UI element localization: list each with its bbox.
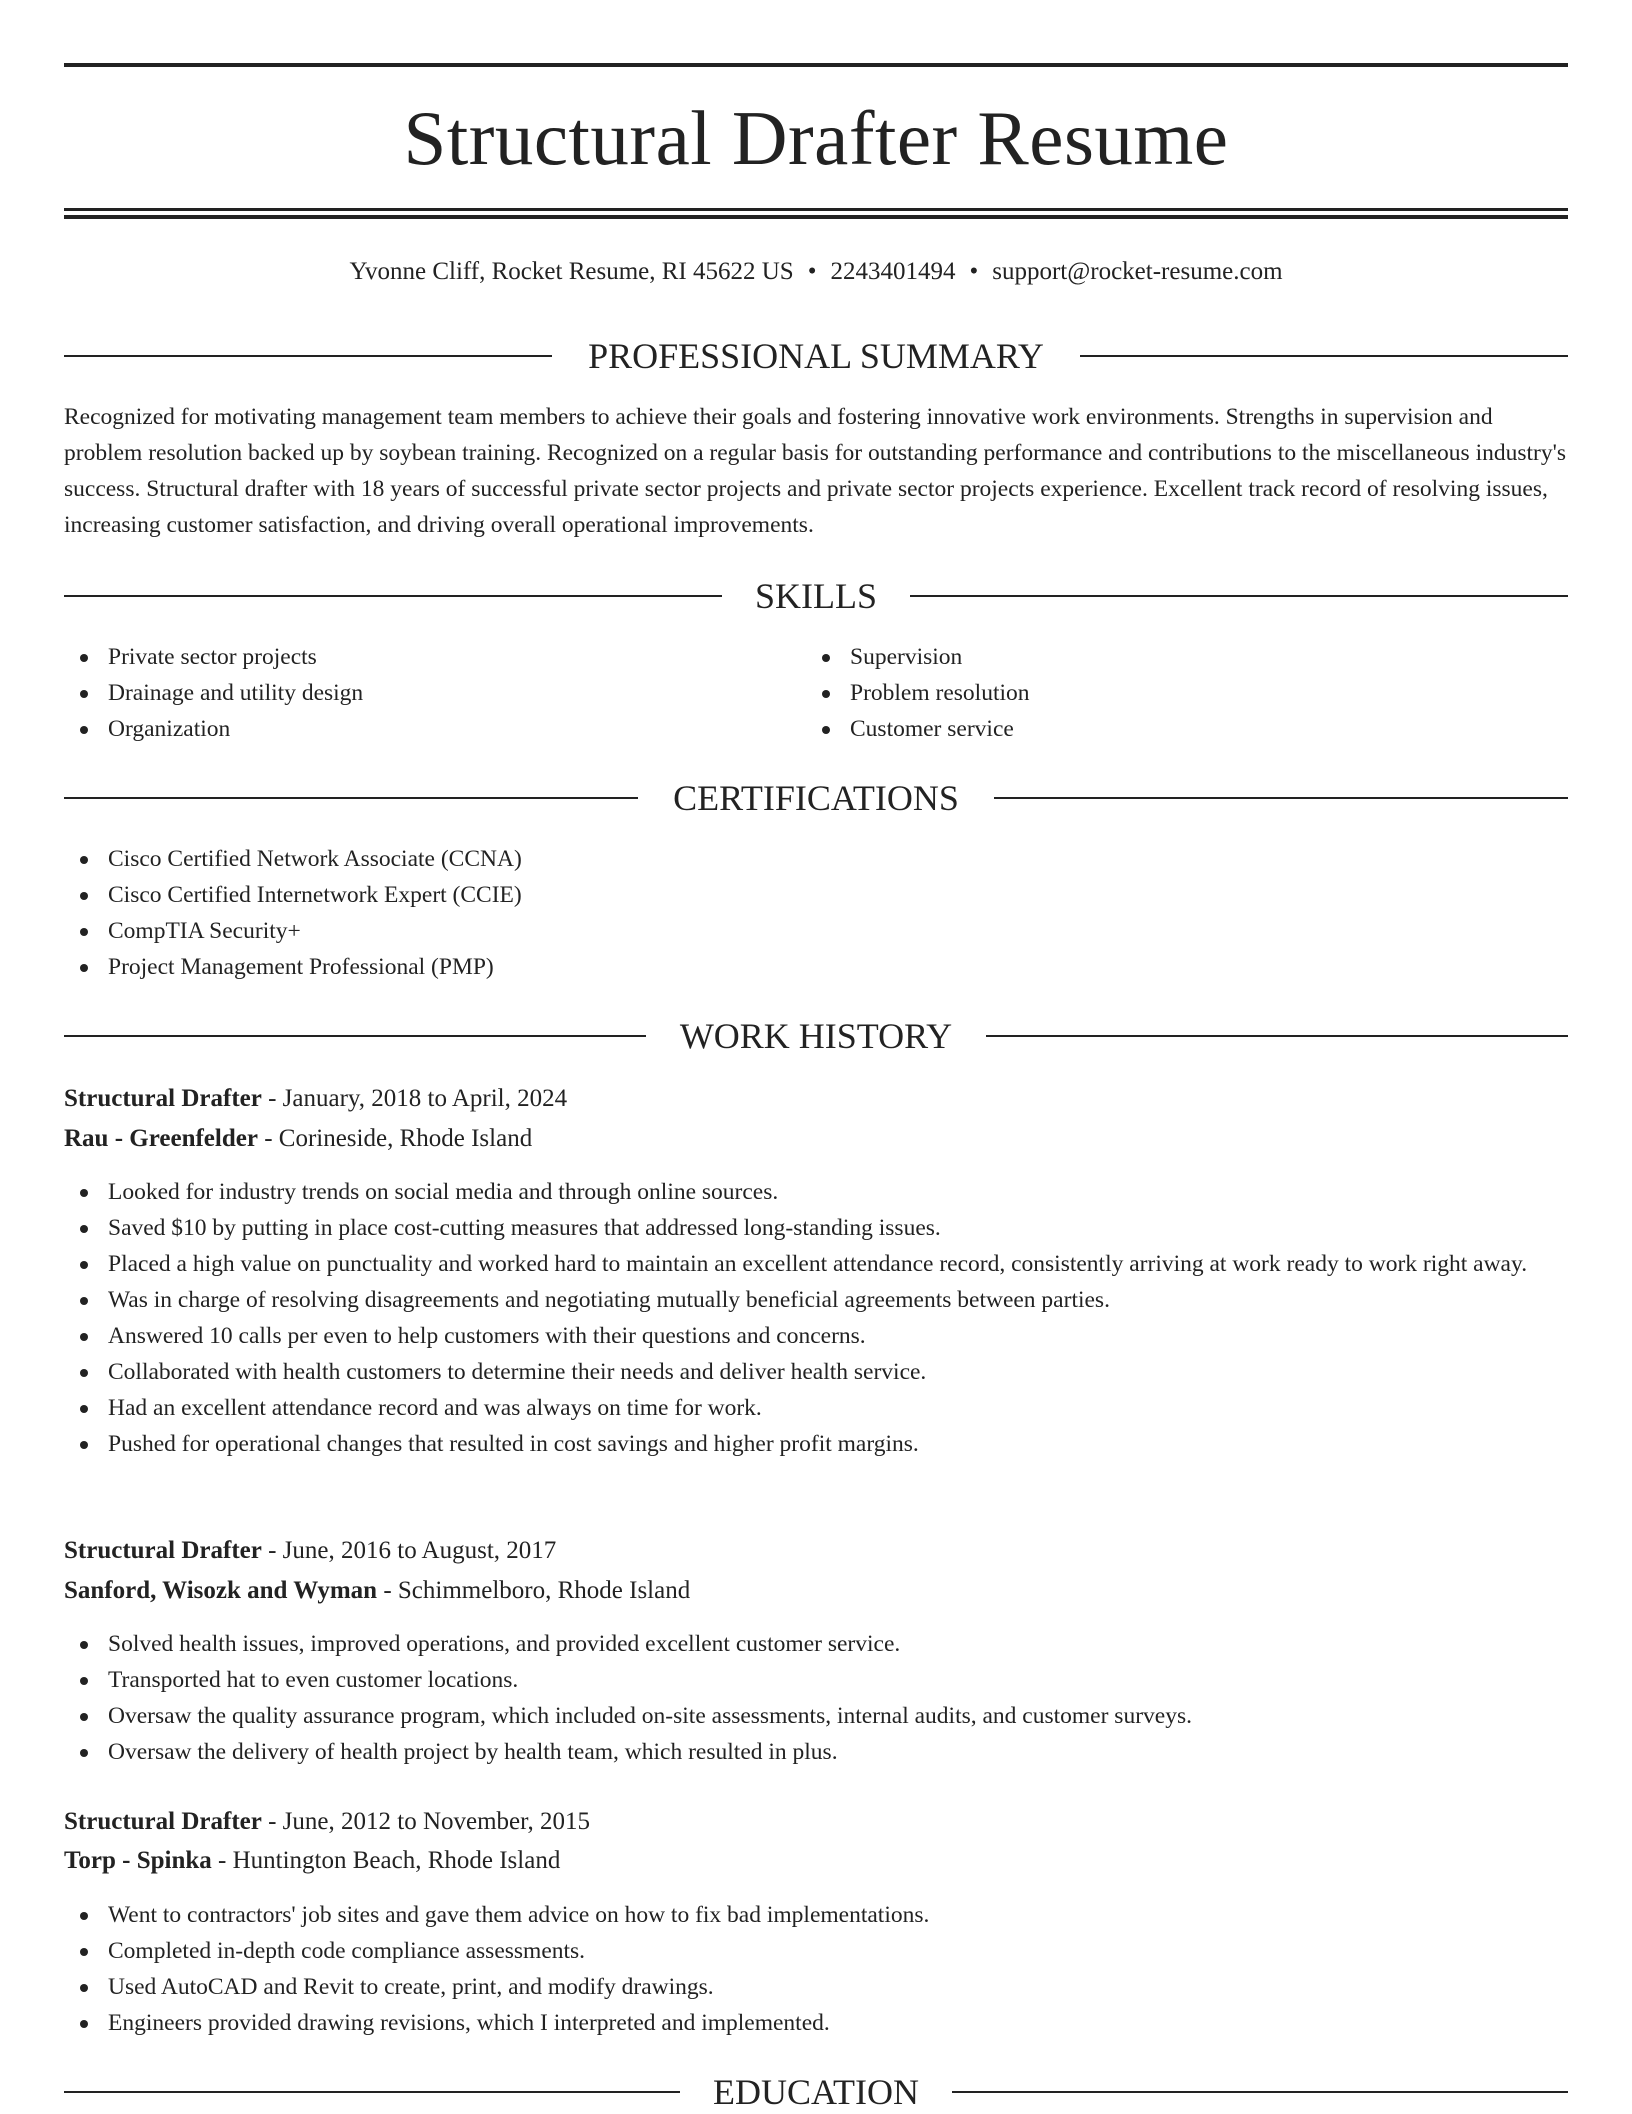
job-bullets bbox=[64, 1897, 1568, 2041]
skill-item: Supervision bbox=[806, 639, 1526, 675]
top-rule bbox=[64, 63, 1568, 67]
title-double-rule bbox=[64, 208, 1568, 219]
section-title: SKILLS bbox=[754, 576, 877, 616]
job-bullet: Engineers provided drawing revisions, which I interpreted and implemented. bbox=[64, 2005, 1568, 2041]
section-heading-education bbox=[64, 2070, 1568, 2114]
job-bullet: Completed in-depth code compliance assessments. bbox=[64, 1933, 1568, 1969]
job-company: Torp - Spinka bbox=[64, 1847, 212, 1874]
job-bullet: Oversaw the quality assurance program, which included on-site assessments, internal audits, and customer surveys. bbox=[64, 1698, 1568, 1734]
job-bullet: Oversaw the delivery of health project by health team, which resulted in plus. bbox=[64, 1734, 1568, 1770]
certification-item: Project Management Professional (PMP) bbox=[64, 949, 1568, 985]
skills-list-left bbox=[64, 639, 784, 747]
skill-item: Drainage and utility design bbox=[64, 675, 784, 711]
section-title: WORK HISTORY bbox=[679, 1016, 953, 1056]
job-bullet: Was in charge of resolving disagreements and negotiating mutually beneficial agreements between parties. bbox=[64, 1282, 1568, 1318]
section-heading-skills bbox=[64, 574, 1568, 618]
skill-item: Organization bbox=[64, 711, 784, 747]
job-bullet: Answered 10 calls per even to help customers with their questions and concerns. bbox=[64, 1318, 1568, 1354]
certifications-list bbox=[64, 841, 1568, 985]
job-bullet: Looked for industry trends on social media and through online sources. bbox=[64, 1174, 1568, 1210]
job-location: - Corineside, Rhode Island bbox=[264, 1125, 533, 1152]
job-title: Structural Drafter bbox=[64, 1808, 262, 1835]
job-company-line bbox=[64, 1573, 1568, 1609]
job-title: Structural Drafter bbox=[64, 1537, 262, 1564]
job-bullets bbox=[64, 1174, 1568, 1462]
job-dates: - January, 2018 to April, 2024 bbox=[268, 1085, 568, 1112]
job-title-line bbox=[64, 1081, 1568, 1117]
section-title: PROFESSIONAL SUMMARY bbox=[588, 336, 1044, 376]
job-bullet: Pushed for operational changes that resulted in cost savings and higher profit margins. bbox=[64, 1426, 1568, 1462]
job-bullets bbox=[64, 1626, 1568, 1770]
job-title-line bbox=[64, 1533, 1568, 1569]
job-dates: - June, 2016 to August, 2017 bbox=[268, 1537, 557, 1564]
certification-item: CompTIA Security+ bbox=[64, 913, 1568, 949]
contact-separator: • bbox=[807, 258, 817, 285]
section-heading-summary bbox=[64, 334, 1568, 378]
job-title: Structural Drafter bbox=[64, 1085, 262, 1112]
contact-address: Yvonne Cliff, Rocket Resume, RI 45622 US bbox=[349, 258, 794, 285]
job-bullet: Placed a high value on punctuality and worked hard to maintain an excellent attendance record, consistently arriving at work ready to work right away. bbox=[64, 1246, 1568, 1282]
section-heading-work bbox=[64, 1014, 1568, 1058]
job-bullet: Saved $10 by putting in place cost-cutting measures that addressed long-standing issues. bbox=[64, 1210, 1568, 1246]
job-location: - Schimmelboro, Rhode Island bbox=[383, 1577, 691, 1604]
job-company-line bbox=[64, 1121, 1568, 1157]
job-company: Rau - Greenfelder bbox=[64, 1125, 258, 1152]
contact-email: support@rocket-resume.com bbox=[992, 258, 1283, 285]
job-company-line bbox=[64, 1843, 1568, 1879]
page-title: Structural Drafter Resume bbox=[403, 95, 1229, 181]
job-title-line bbox=[64, 1804, 1568, 1840]
certification-item: Cisco Certified Network Associate (CCNA) bbox=[64, 841, 1568, 877]
skill-item: Private sector projects bbox=[64, 639, 784, 675]
skills-list-right bbox=[806, 639, 1526, 747]
certification-item: Cisco Certified Internetwork Expert (CCIE) bbox=[64, 877, 1568, 913]
job-bullet: Had an excellent attendance record and was always on time for work. bbox=[64, 1390, 1568, 1426]
contact-separator: • bbox=[969, 258, 979, 285]
job-bullet: Collaborated with health customers to determine their needs and deliver health service. bbox=[64, 1354, 1568, 1390]
contact-line bbox=[64, 254, 1568, 290]
summary-text: Recognized for motivating management team members to achieve their goals and fostering innovative work environments. Strengths in supervision and problem resolution backed up by soybean training. Recognized on a regular basis for outstanding performance and contributions to the miscellaneous industry's success. Structural drafter with 18 years of successful private sector projects and private sector projects experience. Excellent track record of resolving issues, increasing customer satisfaction, and driving overall operational improvements. bbox=[64, 404, 1566, 538]
section-title: CERTIFICATIONS bbox=[673, 778, 959, 818]
job-bullet: Solved health issues, improved operations, and provided excellent customer service. bbox=[64, 1626, 1568, 1662]
section-title: EDUCATION bbox=[713, 2072, 919, 2112]
job-company: Sanford, Wisozk and Wyman bbox=[64, 1577, 378, 1604]
skill-item: Customer service bbox=[806, 711, 1526, 747]
job-dates: - June, 2012 to November, 2015 bbox=[268, 1808, 590, 1835]
section-heading-certifications bbox=[64, 776, 1568, 820]
contact-phone: 2243401494 bbox=[830, 258, 956, 285]
job-bullet: Used AutoCAD and Revit to create, print, and modify drawings. bbox=[64, 1969, 1568, 2005]
job-location: - Huntington Beach, Rhode Island bbox=[218, 1847, 561, 1874]
job-bullet: Transported hat to even customer locations. bbox=[64, 1662, 1568, 1698]
job-bullet: Went to contractors' job sites and gave them advice on how to fix bad implementations. bbox=[64, 1897, 1568, 1933]
skill-item: Problem resolution bbox=[806, 675, 1526, 711]
